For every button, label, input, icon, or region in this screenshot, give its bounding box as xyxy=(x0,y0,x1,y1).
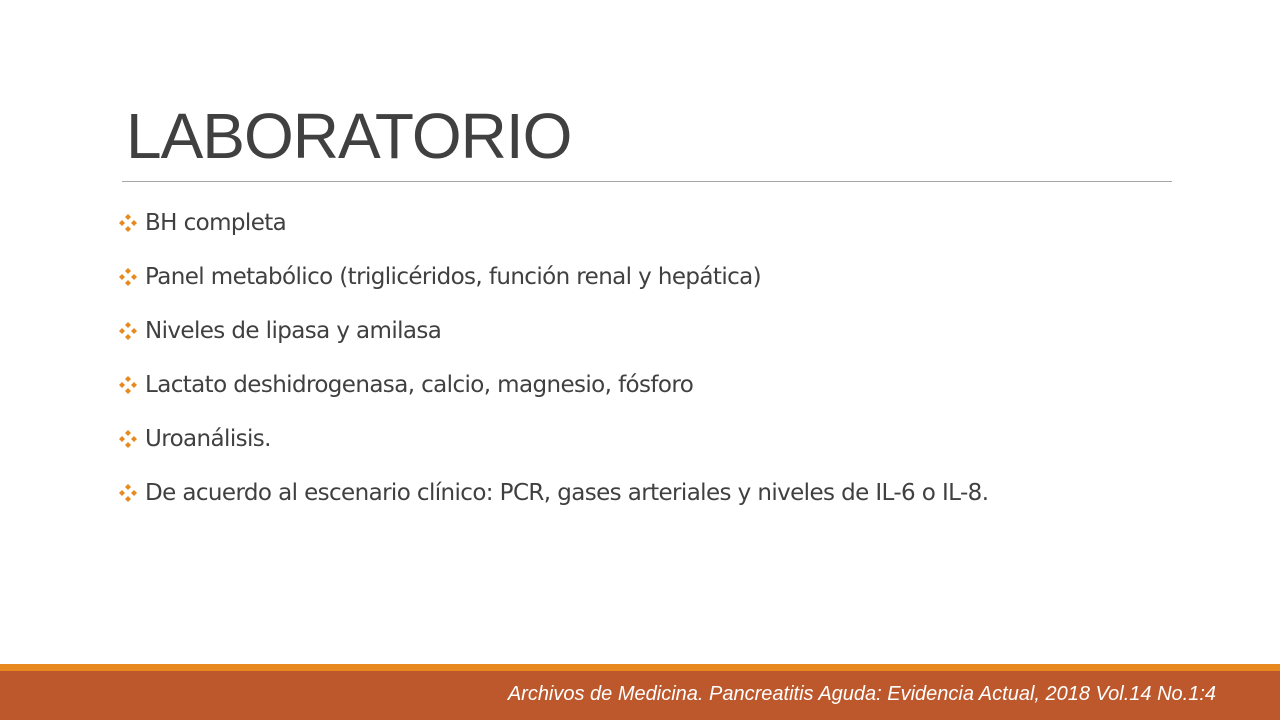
bullet-text: De acuerdo al escenario clínico: PCR, gases arteriales y niveles de IL-6 o IL-8. xyxy=(145,480,989,506)
bullet-item xyxy=(118,196,988,250)
diamond-bullet-icon xyxy=(118,429,138,449)
diamond-bullet-icon xyxy=(118,213,138,233)
bullet-item xyxy=(118,466,988,520)
diamond-bullet-icon xyxy=(118,321,138,341)
footer-accent-stripe xyxy=(0,664,1280,671)
bullet-text: Niveles de lipasa y amilasa xyxy=(145,318,442,344)
diamond-bullet-icon xyxy=(118,267,138,287)
bullet-text: Panel metabólico (triglicéridos, función renal y hepática) xyxy=(145,264,762,290)
bullet-item xyxy=(118,412,988,466)
footer-citation: Archivos de Medicina. Pancreatitis Aguda: Evidencia Actual, 2018 Vol.14 No.1:4 xyxy=(507,683,1216,705)
bullet-text: Lactato deshidrogenasa, calcio, magnesio, fósforo xyxy=(145,372,694,398)
bullet-item xyxy=(118,304,988,358)
bullet-text: Uroanálisis. xyxy=(145,426,271,452)
diamond-bullet-icon xyxy=(118,483,138,503)
diamond-bullet-icon xyxy=(118,375,138,395)
bullet-item xyxy=(118,250,988,304)
bullet-text: BH completa xyxy=(145,210,287,236)
title-divider xyxy=(122,181,1172,182)
slide-title: LABORATORIO xyxy=(126,100,572,172)
bullet-list xyxy=(118,196,988,520)
bullet-item xyxy=(118,358,988,412)
